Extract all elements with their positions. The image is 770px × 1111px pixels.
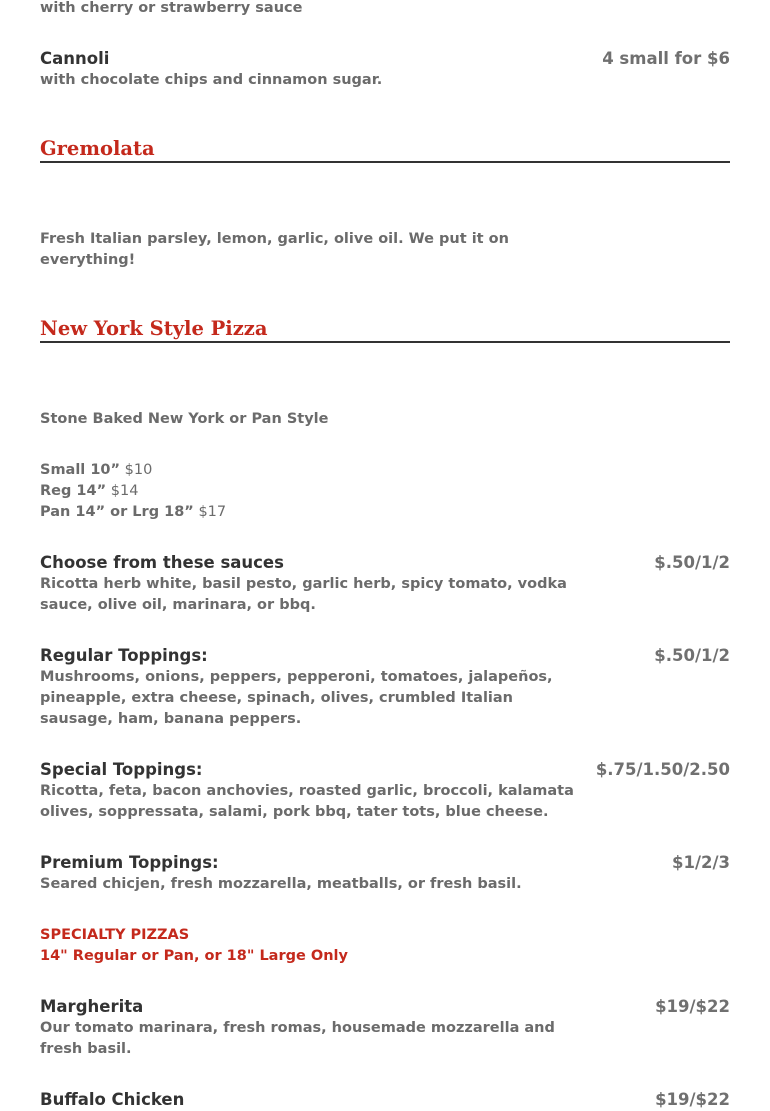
section-divider <box>40 161 730 163</box>
margherita-price: $19/$22 <box>655 997 730 1016</box>
buffalo-chicken-price: $19/$22 <box>655 1090 730 1109</box>
margherita-name: Margherita <box>40 997 144 1016</box>
premium-toppings-price: $1/2/3 <box>672 853 730 872</box>
size-price: $10 <box>124 462 153 478</box>
premium-toppings-desc: Seared chicjen, fresh mozzarella, meatballs, or fresh basil. <box>40 876 522 892</box>
gremolata-desc: Fresh Italian parsley, lemon, garlic, olive oil. We put it on everything! <box>40 231 509 268</box>
dessert-item-desc: with cherry or strawberry sauce <box>40 0 303 16</box>
ny-pizza-section-title: New York Style Pizza <box>40 317 268 340</box>
special-toppings-name: Special Toppings: <box>40 760 203 779</box>
regular-toppings-price: $.50/1/2 <box>654 646 730 665</box>
size-label: Small 10” <box>40 462 121 478</box>
section-divider <box>40 341 730 343</box>
regular-toppings-desc: Mushrooms, onions, peppers, pepperoni, tomatoes, jalapeños, pineapple, extra cheese, spinach, olives, crumbled Italian sausage, ham, banana peppers. <box>40 669 553 727</box>
premium-toppings-name: Premium Toppings: <box>40 853 219 872</box>
regular-toppings-name: Regular Toppings: <box>40 646 208 665</box>
size-price: $17 <box>198 504 227 520</box>
specialty-subheading: 14" Regular or Pan, or 18" Large Only <box>40 948 348 964</box>
buffalo-chicken-name: Buffalo Chicken <box>40 1090 185 1109</box>
cannoli-desc: with chocolate chips and cinnamon sugar. <box>40 72 383 88</box>
sauces-price: $.50/1/2 <box>654 553 730 572</box>
cannoli-price: 4 small for $6 <box>602 49 730 68</box>
size-price: $14 <box>110 483 139 499</box>
special-toppings-desc: Ricotta, feta, bacon anchovies, roasted garlic, broccoli, kalamata olives, soppressata, salami, pork bbq, tater tots, blue cheese. <box>40 783 574 820</box>
specialty-heading: SPECIALTY PIZZAS <box>40 927 190 943</box>
size-row <box>40 460 152 481</box>
size-row <box>40 481 138 502</box>
margherita-desc: Our tomato marinara, fresh romas, housemade mozzarella and fresh basil. <box>40 1020 555 1057</box>
size-label: Reg 14” <box>40 483 107 499</box>
size-row <box>40 502 226 523</box>
sauces-desc: Ricotta herb white, basil pesto, garlic herb, spicy tomato, vodka sauce, olive oil, marinara, or bbq. <box>40 576 567 613</box>
ny-pizza-intro: Stone Baked New York or Pan Style <box>40 411 329 427</box>
gremolata-section-title: Gremolata <box>40 137 155 160</box>
sauces-name: Choose from these sauces <box>40 553 284 572</box>
special-toppings-price: $.75/1.50/2.50 <box>595 760 730 779</box>
size-label: Pan 14” or Lrg 18” <box>40 504 194 520</box>
cannoli-name: Cannoli <box>40 49 110 68</box>
